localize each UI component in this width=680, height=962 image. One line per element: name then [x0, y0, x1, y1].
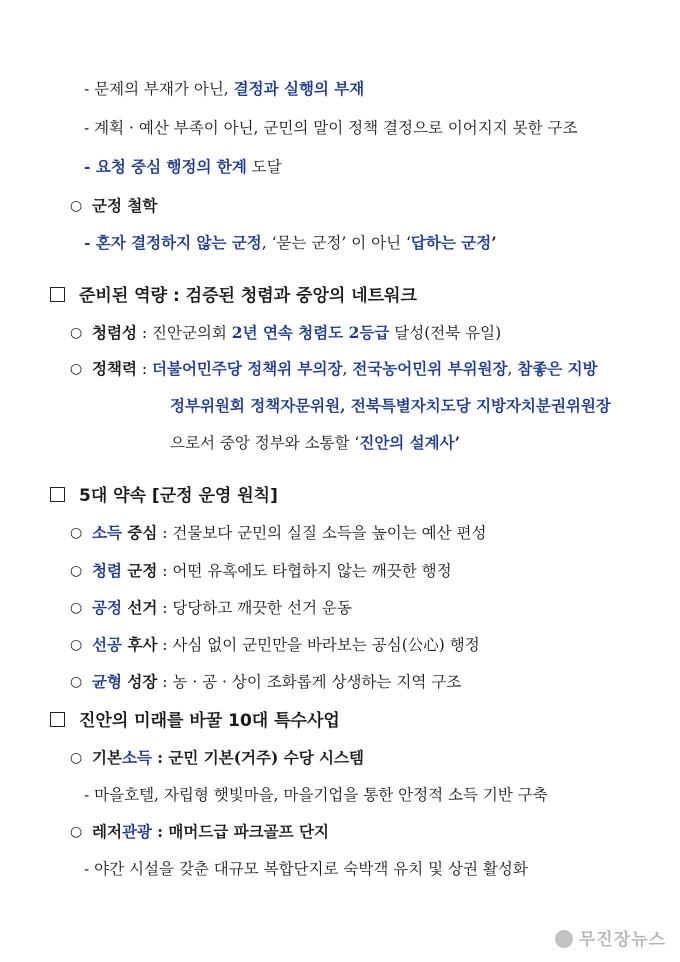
circle-bullet-icon: ○ — [70, 750, 83, 766]
text-span: 달성(전북 유일) — [389, 324, 502, 342]
bullet-key: 관광 — [121, 822, 152, 841]
text-span: , — [507, 360, 518, 378]
highlight-text: 혼자 결정하지 않는 군정 — [95, 233, 262, 252]
text-line — [84, 78, 364, 100]
highlight-text: 참좋은 지방 — [517, 359, 598, 378]
highlight-text: 2년 연속 청렴도 2등급 — [231, 323, 390, 342]
circle-bullet-icon: ○ — [70, 824, 83, 840]
section-title: 진안의 미래를 바꿀 10대 특수사업 — [79, 711, 340, 731]
text-line — [84, 156, 282, 178]
highlight-text: 정부위원회 정책자문위원, 전북특별자치도당 지방자치분권위원장 — [170, 396, 611, 415]
section-title: 5대 약속 [군정 운영 원칙] — [79, 486, 278, 506]
highlight-text: 더불어민주당 정책위 부의장 — [152, 359, 343, 378]
checkbox-square-icon — [50, 287, 65, 302]
bullet-label: 기본 — [92, 748, 122, 767]
bullet-label: 군정 — [121, 561, 158, 580]
bullet-text: 군정 철학 — [92, 196, 158, 215]
text-span: ’ — [491, 233, 497, 252]
bullet-desc: : 어떤 유혹에도 타협하지 않는 깨끗한 행정 — [157, 562, 452, 580]
bullet-label: 레저 — [92, 822, 122, 841]
dash-mark: - — [84, 233, 96, 252]
section-heading — [50, 285, 417, 307]
highlight-text: 요청 중심 행정의 한계 — [95, 157, 247, 176]
bullet-desc: : 사심 없이 군민만을 바라보는 공심(公心) 행정 — [157, 636, 480, 654]
dash-mark: - — [84, 157, 96, 176]
bullet-key: 소득 — [92, 523, 122, 542]
bullet-key: 균형 — [92, 672, 122, 691]
text-span: 으로서 중앙 정부와 소통할 ‘ — [170, 434, 360, 452]
highlight-text: 답하는 군정 — [410, 233, 492, 252]
circle-bullet-icon: ○ — [70, 198, 83, 214]
bullet-desc: : 건물보다 군민의 실질 소득을 높이는 예산 편성 — [157, 524, 487, 542]
checkbox-square-icon — [50, 712, 65, 727]
bullet-key: 선공 — [92, 635, 122, 654]
section-heading — [50, 485, 278, 507]
bullet-key: 소득 — [121, 748, 152, 767]
circle-bullet-icon: ○ — [70, 637, 83, 653]
bullet-label: 중심 — [121, 523, 158, 542]
circle-bullet-icon: ○ — [70, 600, 83, 616]
bullet-desc: : 당당하고 깨끗한 선거 운동 — [157, 599, 352, 617]
circle-bullet-icon: ○ — [70, 361, 83, 377]
text-span: , — [342, 360, 353, 378]
text-line — [170, 432, 460, 454]
text-line — [84, 117, 577, 139]
highlight-text: 결정과 실행의 부재 — [233, 79, 365, 98]
bullet-key: 공정 — [92, 598, 122, 617]
watermark-logo-icon — [555, 930, 573, 948]
text-span: , ‘묻는 군정’ 이 아닌 ‘ — [261, 234, 411, 252]
bullet-desc: : 매머드급 파크골프 단지 — [151, 822, 329, 841]
text-span: - 문제의 부재가 아닌, — [84, 80, 234, 98]
circle-bullet-icon: ○ — [70, 325, 83, 341]
section-title: 준비된 역량 : 검증된 청렴과 중앙의 네트워크 — [79, 286, 417, 306]
text-line — [84, 232, 497, 254]
bullet-label: 성장 — [121, 672, 158, 691]
bullet-label: 청렴성 — [92, 323, 137, 342]
text-span: - 야간 시설을 갖춘 대규모 복합단지로 숙박객 유치 및 상권 활성화 — [84, 860, 528, 878]
text-line — [84, 784, 548, 806]
bullet-label: 후사 — [121, 635, 158, 654]
circle-bullet-icon: ○ — [70, 525, 83, 541]
text-span: ’ — [454, 433, 460, 452]
watermark — [555, 925, 666, 950]
text-span: - 마을호텔, 자립형 햇빛마을, 마을기업을 통한 안정적 소득 기반 구축 — [84, 786, 548, 804]
section-heading — [50, 710, 340, 732]
watermark-text: 무진장뉴스 — [578, 930, 666, 950]
checkbox-square-icon — [50, 487, 65, 502]
bullet-label: 선거 — [121, 598, 158, 617]
text-span: - 계획 · 예산 부족이 아닌, 군민의 말이 정책 결정으로 이어지지 못한 구조 — [84, 119, 578, 137]
bullet-desc: : 농 · 공 · 상이 조화롭게 상생하는 지역 구조 — [157, 673, 462, 691]
text-line — [84, 858, 528, 880]
bullet-key: 청렴 — [92, 561, 122, 580]
circle-bullet-icon: ○ — [70, 563, 83, 579]
text-line — [170, 395, 611, 417]
text-span: 도달 — [246, 158, 282, 176]
highlight-text: 전국농어민위 부위원장 — [352, 359, 508, 378]
highlight-text: 진안의 설계사 — [359, 433, 455, 452]
bullet-desc: : 군민 기본(거주) 수당 시스템 — [151, 748, 364, 767]
bullet-label: 정책력 — [92, 359, 137, 378]
text-span: : — [136, 360, 152, 378]
circle-bullet-icon: ○ — [70, 674, 83, 690]
text-span: : 진안군의회 — [136, 324, 232, 342]
